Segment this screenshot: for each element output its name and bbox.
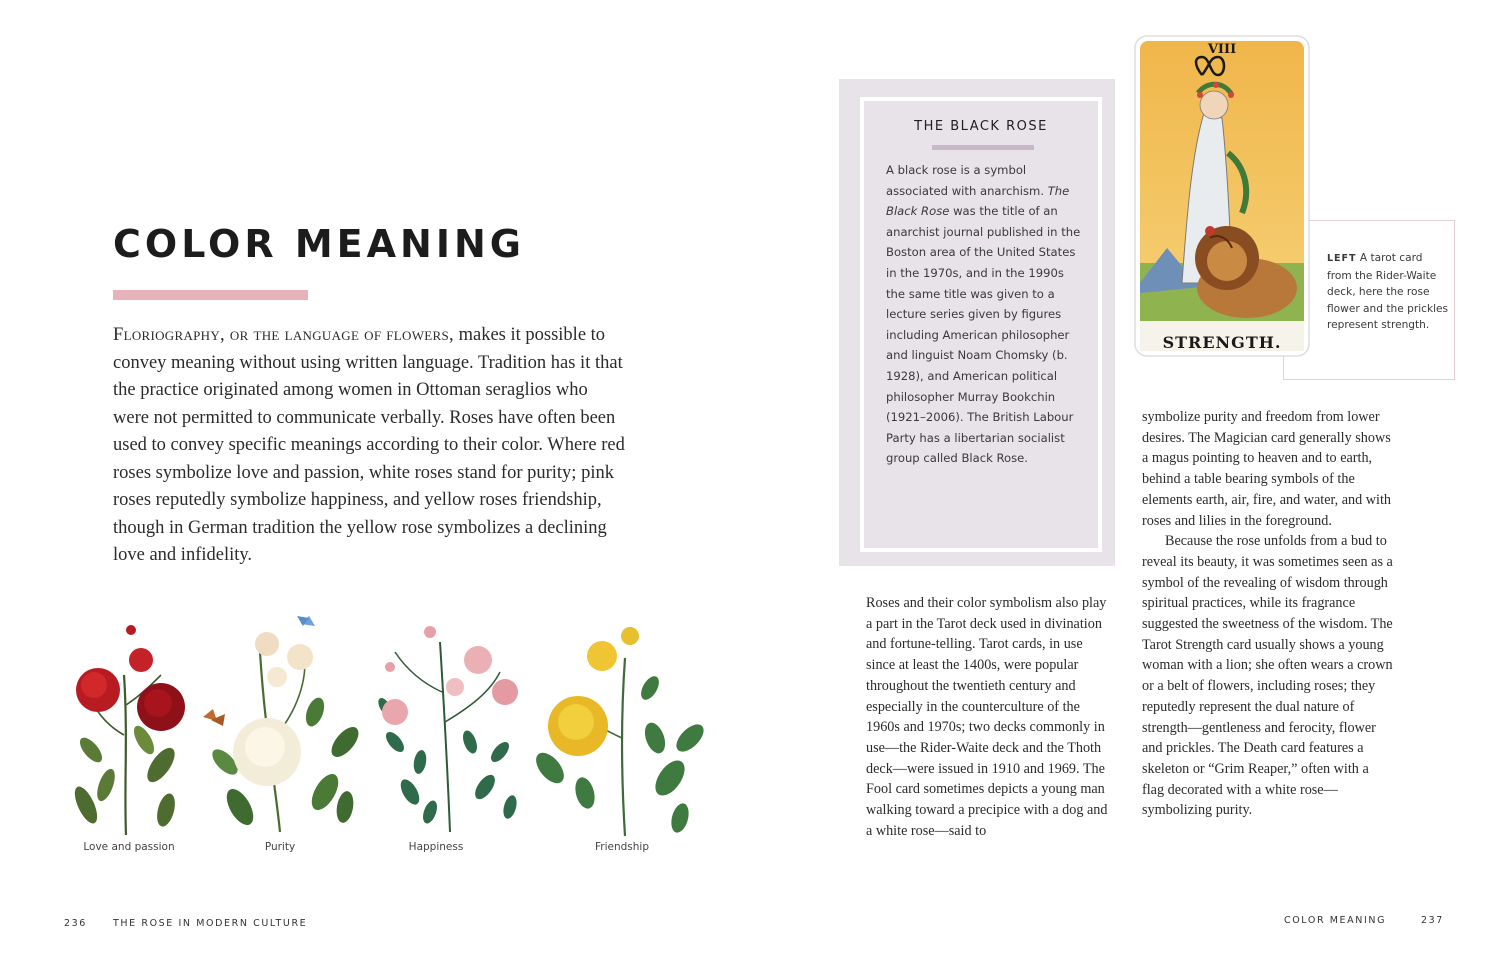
body-column-1 xyxy=(866,593,1108,841)
heading-rule xyxy=(113,290,308,300)
tarot-caption xyxy=(1327,250,1449,334)
tarot-numeral: VIII xyxy=(1207,42,1237,57)
sidebar-body xyxy=(886,160,1082,469)
sidebar-title-rule xyxy=(932,145,1034,150)
col2-paragraph-2: Because the rose unfolds from a bud to reveal its beauty, it was sometimes seen as a symbol of the revealing of wisdom through spiritual practices, while its fragrance suggested the sweetness of the wisdom. The Tarot Strength card usually shows a young woman with a lion; she often wears a crown or a belt of flowers, including roses; they reputedly represent the dual nature of strength—gentleness and ferocity, flower and prickles. The Death card features a skeleton or “Grim Reaper,” often with a flag decorated with a white rose—symbolizing purity. xyxy=(1142,533,1393,819)
folio-page-number-left: 236 xyxy=(64,918,87,929)
flower-caption-love: Love and passion xyxy=(83,841,175,853)
col1-paragraph: Roses and their color symbolism also play a part in the Tarot deck used in divination and fortune-telling. Tarot cards, in use since at least the 1400s, were popular throughout the twentieth century and especially in the counterculture of the 1960s and 1970s; two decks commonly in use—the Rider-Waite deck and the Thoth deck—were issued in 1910 and 1969. The Fool card sometimes depicts a young man walking toward a precipice with a dog and a white rose—said to xyxy=(866,595,1108,839)
col2-paragraph-1: symbolize purity and freedom from lower desires. The Magician card generally shows a magus pointing to heaven and to earth, behind a table bearing symbols of the elements earth, air, fire, and water, and with roses and lilies in the foreground. xyxy=(1142,409,1392,529)
folio-running-head-right: COLOR MEANING xyxy=(1284,915,1387,926)
intro-lead: Floriography, or the language of flowers, xyxy=(113,325,454,345)
sidebar-text-2: was the title of an anarchist journal published in the Boston area of the United States in the 1970s, and in the 1990s the same title was given to a lecture series given by figures including American philosopher and linguist Noam Chomsky (b. 1928), and American political philosopher Murray Bookchin (1921–2006). The British Labour Party has a libertarian socialist group called Black Rose. xyxy=(886,204,1081,466)
intro-paragraph xyxy=(113,322,628,570)
pink-rose-illustration xyxy=(370,612,530,837)
sidebar-title: THE BLACK ROSE xyxy=(914,119,1048,134)
yellow-rose-illustration xyxy=(530,618,705,838)
tarot-card-strength xyxy=(1132,33,1312,359)
tarot-caption-text: A tarot card from the Rider-Waite deck, here the rose flower and the prickles represent strength. xyxy=(1327,252,1449,332)
intro-text: makes it possible to convey meaning without using written language. Tradition has it that the practice originated among women in Ottoman seraglios who were not permitted to communicate verbally. Roses have often been used to convey specific meanings according to their color. Where red roses symbolize love and passion, white roses stand for purity; pink roses reputedly symbolize happiness, and yellow roses friendship, though in German tradition the yellow rose symbolizes a declining love and infidelity. xyxy=(113,325,625,565)
body-column-2 xyxy=(1142,407,1394,821)
page-title: COLOR MEANING xyxy=(113,222,525,266)
sidebar-italic-title: The Black Rose xyxy=(886,183,1070,219)
tarot-name: STRENGTH. xyxy=(1162,333,1282,352)
flower-caption-happiness: Happiness xyxy=(408,841,464,853)
flower-caption-purity: Purity xyxy=(264,841,296,853)
folio-page-number-right: 237 xyxy=(1421,915,1444,926)
tarot-caption-label: LEFT xyxy=(1327,253,1357,264)
red-rose-illustration xyxy=(66,615,191,840)
white-rose-illustration xyxy=(195,612,365,837)
sidebar-text-1: A black rose is a symbol associated with anarchism. xyxy=(886,163,1048,198)
flower-caption-friendship: Friendship xyxy=(595,841,649,853)
folio-running-head-left: THE ROSE IN MODERN CULTURE xyxy=(113,918,308,929)
